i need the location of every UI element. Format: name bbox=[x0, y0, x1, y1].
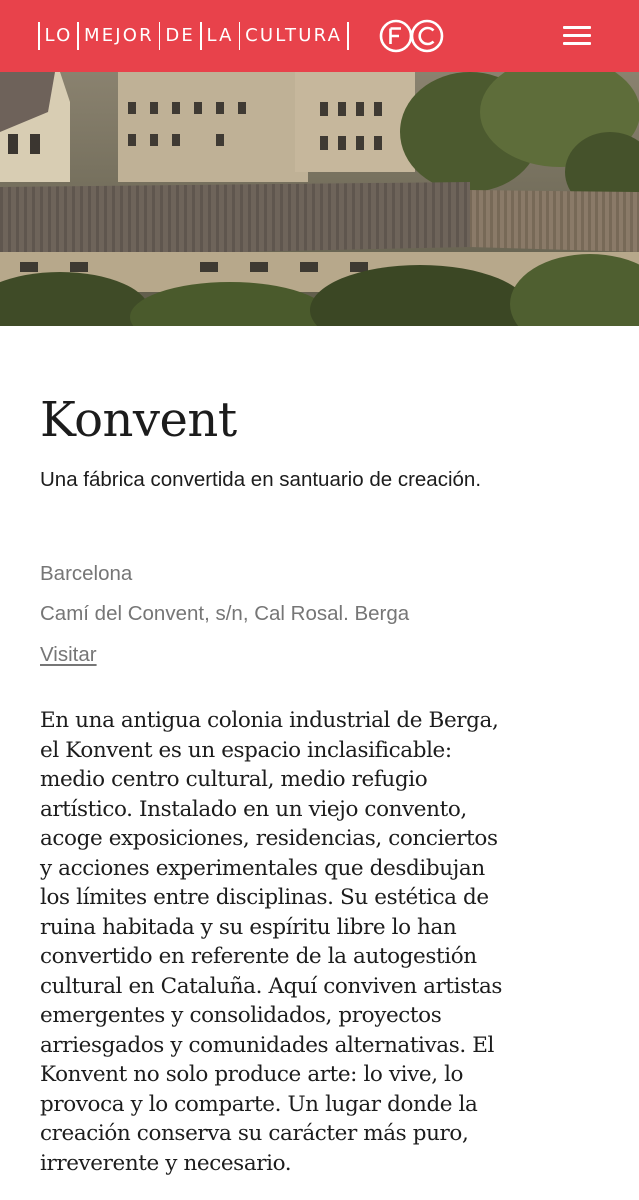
wordmark-word: MEJOR bbox=[83, 25, 154, 46]
wordmark-word: DE bbox=[165, 25, 195, 46]
description-line: arriesgados y comunidades alternativas. El bbox=[40, 1032, 494, 1058]
wordmark-word: LA bbox=[206, 25, 234, 46]
description-line: cultural en Cataluña. Aquí conviven artistas bbox=[40, 973, 503, 999]
description-line: En una antigua colonia industrial de Berga, bbox=[40, 708, 499, 733]
venue-address: Camí del Convent, s/n, Cal Rosal. Berga bbox=[40, 602, 410, 625]
description-line: y acciones experimentales que desdibujan bbox=[40, 855, 485, 881]
description-line: acoge exposiciones, residencias, conciertos bbox=[40, 826, 498, 851]
site-header bbox=[0, 0, 639, 72]
wordmark-word: CULTURA bbox=[245, 25, 343, 46]
description-line: medio centro cultural, medio refugio bbox=[40, 767, 428, 792]
description-line: Konvent no solo produce arte: lo vive, lo bbox=[40, 1062, 464, 1087]
menu-bar bbox=[563, 42, 591, 45]
hero-image bbox=[0, 72, 639, 326]
description-line: emergentes y consolidados, proyectos bbox=[40, 1003, 442, 1028]
description-line: ruina habitada y su espíritu libre lo han bbox=[40, 914, 457, 940]
hamburger-menu-icon[interactable] bbox=[563, 24, 593, 48]
description-line: artístico. Instalado en un viejo convento, bbox=[40, 796, 467, 822]
fc-logo-icon[interactable] bbox=[379, 19, 445, 53]
hero-photo bbox=[0, 72, 639, 326]
description-line: provoca y lo comparte. Un lugar donde la bbox=[40, 1091, 478, 1117]
menu-bar bbox=[563, 26, 591, 29]
venue-title: Konvent bbox=[40, 392, 237, 448]
menu-bar bbox=[563, 34, 591, 37]
description-line: los límites entre disciplinas. Su estética de bbox=[40, 885, 489, 910]
wordmark-word: LO bbox=[44, 25, 73, 46]
description-line: convertido en referente de la autogestión bbox=[40, 944, 477, 969]
description-line: el Konvent es un espacio inclasificable: bbox=[40, 737, 452, 763]
visit-link[interactable]: Visitar bbox=[40, 643, 97, 666]
description-line: creación conserva su carácter más puro, bbox=[40, 1121, 469, 1146]
venue-subtitle: Una fábrica convertida en santuario de creación. bbox=[40, 468, 482, 491]
wordmark-divider bbox=[347, 22, 349, 50]
site-logo-wordmark[interactable] bbox=[38, 21, 349, 51]
description-line: irreverente y necesario. bbox=[40, 1150, 292, 1176]
venue-city: Barcelona bbox=[40, 562, 133, 585]
venue-description bbox=[40, 706, 610, 1178]
